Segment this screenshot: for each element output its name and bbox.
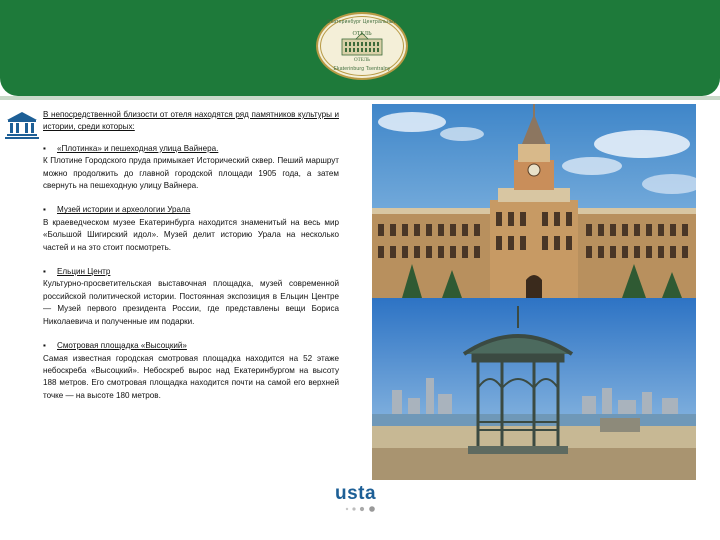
bullet-icon: ▪ [43, 341, 46, 351]
item-body-yeltsin: Культурно-просветительская выставочная площадка, музей современной российской политической истории. Постоянная экспозиция в Ельцин Центре — Музей первого президента России, где представлены вещи Бориса Николаевича и полученные им подарки. [43, 279, 339, 326]
logo-name: ОТЕЛЬ [352, 31, 372, 37]
item-title-yeltsin: ▪ Ельцин Центр [43, 266, 339, 278]
usta-logo: usta [335, 483, 377, 504]
item-body-museum: В краеведческом музее Екатеринбурга находится знаменитый на весь мир «Большой Шигирский идол». Музей делит историю Урала на несколько частей и на это стоит посмотреть. [43, 217, 339, 252]
usta-dots-icon [345, 505, 381, 513]
attractions-text [43, 109, 339, 414]
bullet-icon: ▪ [43, 267, 46, 277]
city-hall-photo [372, 104, 696, 298]
bullet-icon: ▪ [43, 143, 46, 153]
item-body-plotinka: К Плотине Городского пруда примыкает Исторический сквер. Пеший маршрут можно продолжить до главной городской площади 1905 года, а затем свернуть на пешеходную улицу Вайнера. [43, 156, 339, 191]
logo-bottom-text: Ekaterinburg Tsentralny [333, 66, 391, 72]
item-title-museum: ▪ Музей истории и археологии Урала [43, 204, 339, 216]
item-body-vysotsky: Самая известная городская смотровая площадка находится на 52 этаже небоскреба «Высоцкий». Небоскреб вырос над Екатеринбургом на высоту 188 метров. Его смотровая площадка находится почти на самой его верхней точке — на высоте 180 метров. [43, 353, 339, 400]
museum-icon [5, 111, 39, 139]
bullet-icon: ▪ [43, 205, 46, 215]
intro-text: В непосредственной близости от отеля находятся ряд памятников культуры и истории, среди которых: [43, 110, 339, 132]
header-divider [0, 96, 720, 100]
item-title-plotinka: ▪ «Плотинка» и пешеходная улица Вайнера. [43, 143, 339, 155]
item-title-vysotsky: ▪ Смотровая площадка «Высоцкий» [43, 340, 339, 352]
rotunda-photo [372, 298, 696, 480]
hotel-logo [316, 12, 408, 80]
logo-top-text: Екатеринбург Центральный [327, 19, 397, 25]
logo-name-bottom: ОТЕЛЬ [354, 58, 370, 63]
